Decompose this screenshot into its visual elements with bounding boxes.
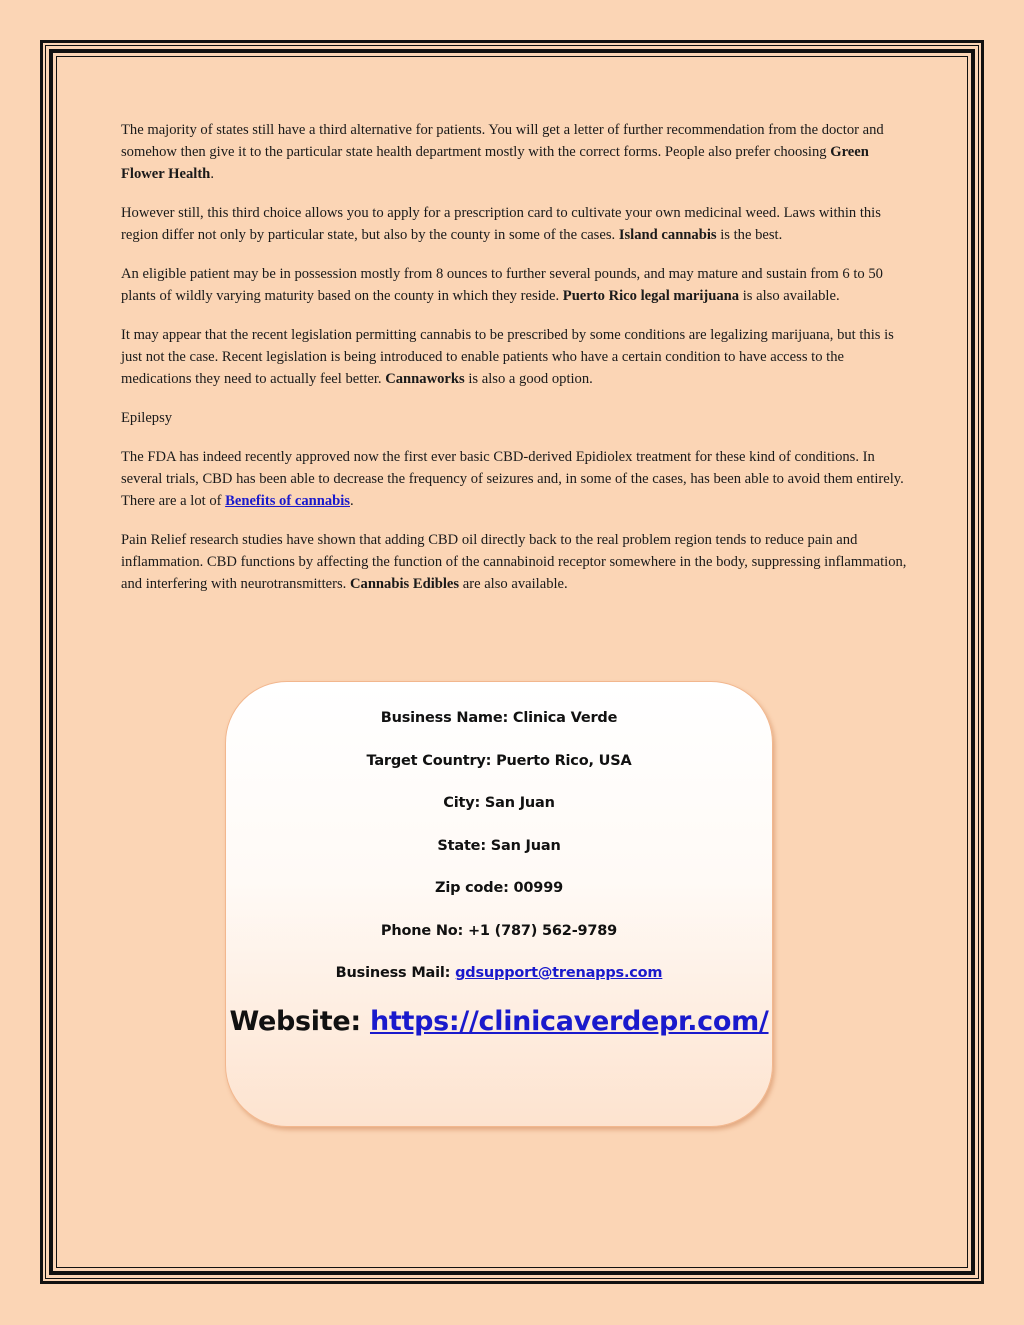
keyword-island-cannabis: Island cannabis	[618, 227, 717, 243]
paragraph-text: The majority of states still have a third alternative for patients. You will get a letter of further recommendation from the doctor and somehow then give it to the particular state health department mostly with the correct forms. People also prefer choosing	[121, 122, 884, 160]
target-country: Target Country: Puerto Rico, USA	[366, 753, 632, 769]
city: City: San Juan	[443, 795, 555, 811]
state: State: San Juan	[437, 838, 561, 854]
paragraph-text: is the best.	[716, 227, 783, 243]
paragraph-text: It may appear that the recent legislation permitting cannabis to be prescribed by some conditions are legalizing marijuana, but this is just not the case. Recent legislation is being introduced to enable patients who have a certain condition to have access to the medications they need to actually feel better.	[121, 327, 894, 387]
business-name: Business Name: Clinica Verde	[380, 710, 618, 726]
paragraph-cannaworks	[121, 324, 907, 390]
paragraph-text: is also a good option.	[464, 371, 593, 387]
paragraph-text: However still, this third choice allows you to apply for a prescription card to cultivate your own medicinal weed. Laws within this region differ not only by particular state, but also by the county in some of the cases.	[121, 205, 881, 243]
paragraph-fda	[121, 446, 907, 512]
business-mail	[226, 965, 772, 981]
paragraph-green-flower	[121, 119, 907, 185]
paragraph-pain-relief	[121, 529, 907, 595]
business-mail-link[interactable]: gdsupport@trenapps.com	[455, 965, 663, 981]
keyword-puerto-rico-legal-marijuana: Puerto Rico legal marijuana	[562, 288, 740, 304]
heading-text: Epilepsy	[121, 410, 173, 426]
paragraph-island-cannabis	[121, 202, 907, 246]
paragraph-puerto-rico	[121, 263, 907, 307]
keyword-cannabis-edibles: Cannabis Edibles	[349, 576, 460, 592]
section-heading-epilepsy	[121, 407, 907, 429]
paragraph-text: is also available.	[739, 288, 840, 304]
zip-code: Zip code: 00999	[435, 880, 563, 896]
paragraph-text: The FDA has indeed recently approved now the first ever basic CBD-derived Epidiolex treatment for these kind of conditions. In several trials, CBD has been able to decrease the frequency of seizures and, in some of the cases, has been able to avoid them entirely. There are a lot of	[121, 449, 904, 509]
phone-number: Phone No: +1 (787) 562-9789	[380, 923, 618, 939]
paragraph-text: Pain Relief research studies have shown that adding CBD oil directly back to the real problem region tends to reduce pain and inflammation. CBD functions by affecting the function of the cannabinoid receptor somewhere in the body, suppressing inflammation, and interfering with neurotransmitters.	[121, 532, 907, 592]
website-link[interactable]: https://clinicaverdepr.com/	[369, 1006, 769, 1037]
keyword-cannaworks: Cannaworks	[385, 371, 465, 387]
paragraph-text: .	[350, 493, 354, 509]
website-label: Website:	[229, 1006, 370, 1037]
keyword-green-flower-health: Green Flower Health	[121, 144, 869, 182]
website	[226, 1006, 772, 1037]
paragraph-text: are also available.	[459, 576, 568, 592]
business-mail-label: Business Mail:	[335, 965, 456, 981]
paragraph-text: .	[210, 166, 214, 182]
paragraph-text: An eligible patient may be in possession mostly from 8 ounces to further several pounds, and may mature and sustain from 6 to 50 plants of wildly varying maturity based on the county in which they reside.	[121, 266, 883, 304]
benefits-of-cannabis-link[interactable]: Benefits of cannabis	[225, 493, 350, 509]
article-body	[121, 119, 907, 612]
business-info-card	[225, 681, 773, 1127]
